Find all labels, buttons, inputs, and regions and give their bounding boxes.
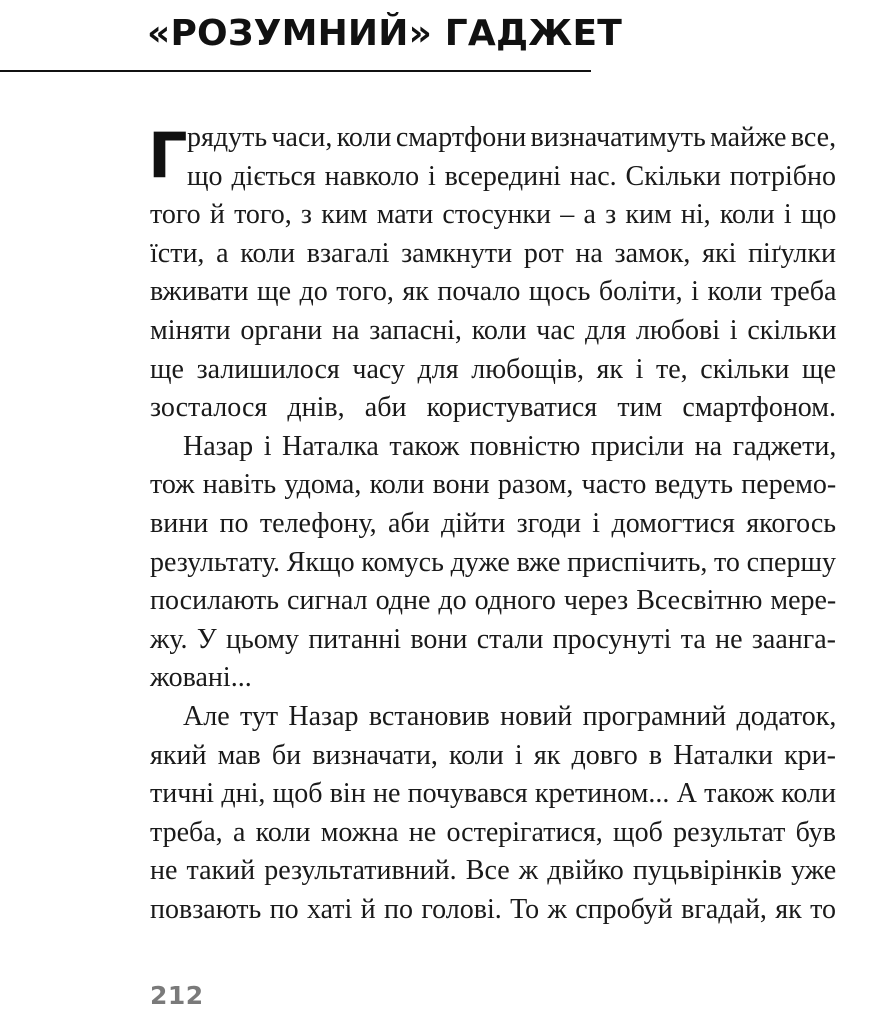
title-underline xyxy=(0,70,591,72)
text-line: того й того, з ким мати стосунки – а з ким ні, коли і що xyxy=(150,199,837,231)
paragraph-3 xyxy=(150,698,836,930)
text-line: зосталося днів, аби користуватися тим смартфоном. xyxy=(150,392,836,424)
text-line: жу. У цьому питанні вони стали просунуті та не заанга- xyxy=(150,623,836,655)
text-line: тож навіть удома, коли вони разом, часто ведуть перемо- xyxy=(150,469,837,501)
drop-cap: Г xyxy=(148,119,188,192)
text-line: що діється навколо і всередині нас. Скільки потрібно xyxy=(187,160,836,192)
text-line: міняти органи на запасні, коли час для любові і скільки xyxy=(150,314,837,346)
text-line: який мав би визначати, коли і як довго в Наталки кри- xyxy=(150,739,836,771)
chapter-title: «РОЗУМНИЙ» ГАДЖЕТ xyxy=(147,13,623,54)
text-line: тичні дні, щоб він не почувався кретином... А також коли xyxy=(150,778,836,810)
text-line: треба, а коли можна не остерігатися, щоб результат був xyxy=(150,816,836,848)
text-line: посилають сигнал одне до одного через Всесвітню мере- xyxy=(150,585,837,617)
text-line: вини по телефону, аби дійти згоди і домогтися якогось xyxy=(150,507,837,539)
page-number: 212 xyxy=(150,981,204,1010)
body-text xyxy=(150,119,836,929)
text-line: рядуть часи, коли смартфони визначатимуть майже все, xyxy=(187,122,837,153)
text-line: ще залишилося часу для любощів, як і те, скільки ще xyxy=(150,353,836,385)
paragraph-1 xyxy=(150,119,836,428)
text-line: вживати ще до того, як почало щось боліти, і коли треба xyxy=(150,276,837,308)
text-line: жовані... xyxy=(150,662,252,694)
paragraph-2 xyxy=(150,428,836,698)
text-line: їсти, а коли взагалі замкнути рот на замок, які піґулки xyxy=(150,237,836,269)
text-line: Але тут Назар встановив новий програмний додаток, xyxy=(183,700,837,732)
text-line: повзають по хаті й по голові. То ж спробуй вгадай, як то xyxy=(150,893,837,925)
text-line: результату. Якщо комусь дуже вже приспічить, то спершу xyxy=(150,546,837,578)
text-line: не такий результативний. Все ж двійко пуцьвірінків уже xyxy=(150,855,837,887)
text-line: Назар і Наталка також повністю присіли на гаджети, xyxy=(183,430,837,462)
